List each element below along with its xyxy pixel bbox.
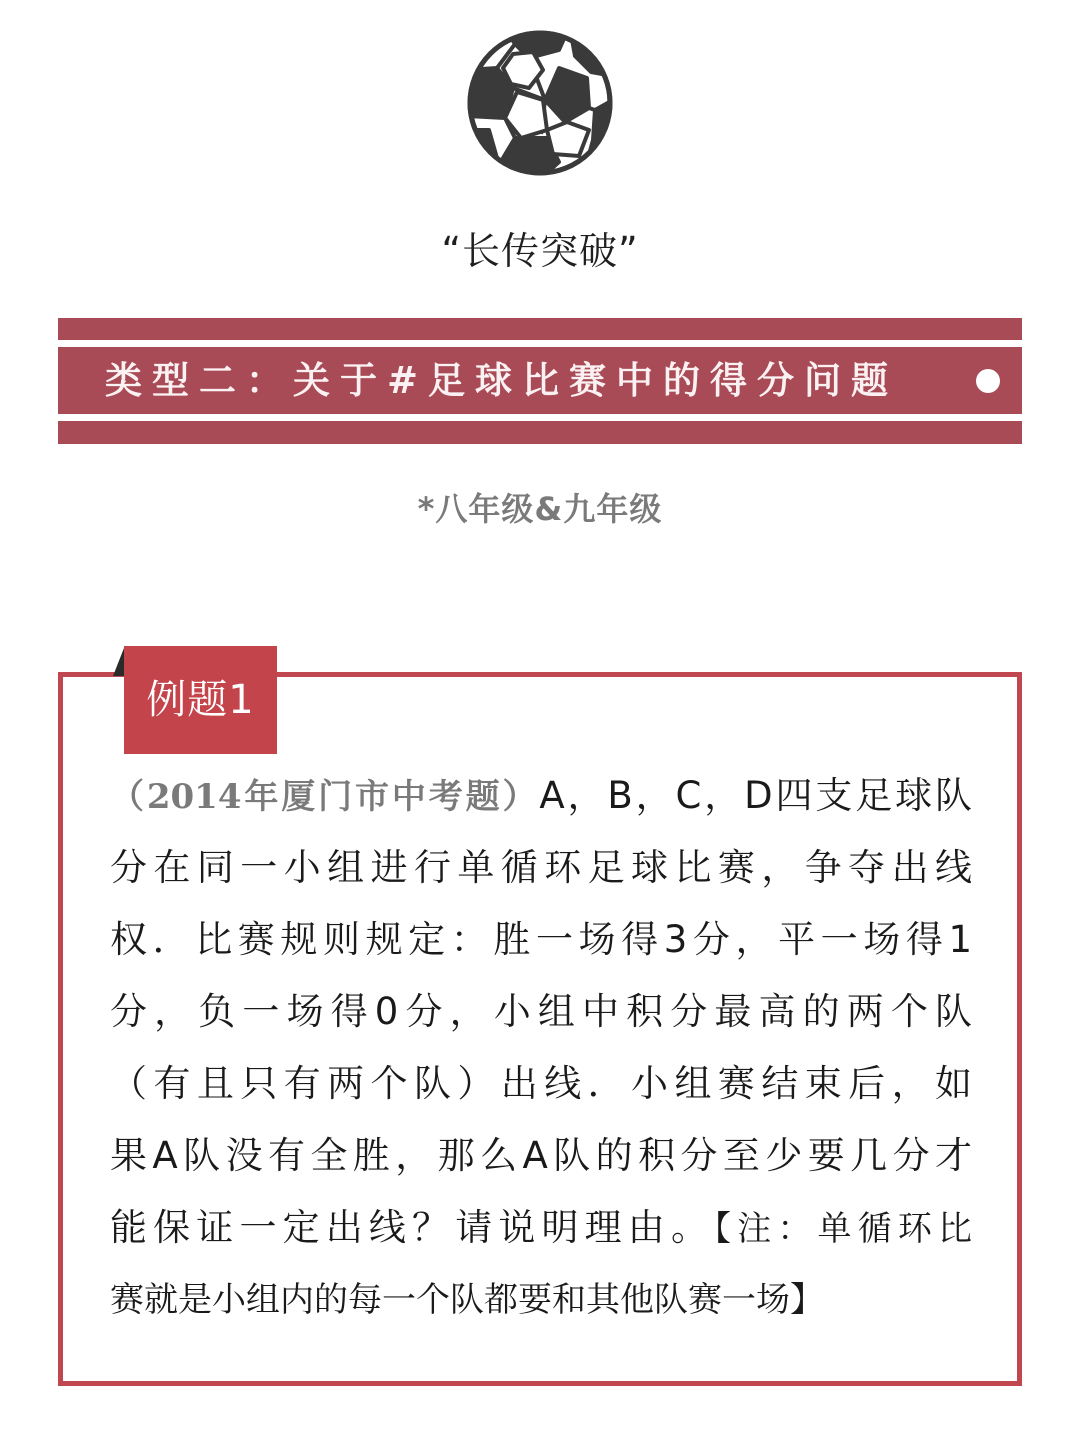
problem-text xyxy=(110,760,972,1336)
problem-line xyxy=(110,760,972,832)
problem-note: 【注：单循环比 xyxy=(714,1209,972,1249)
grade-label: *八年级&九年级 xyxy=(417,490,663,528)
problem-line: 分，负一场得0分，小组中积分最高的两个队 xyxy=(110,990,972,1033)
banner-top-stripe xyxy=(58,318,1022,340)
problem-line xyxy=(110,1192,972,1264)
problem-line: （有且只有两个队）出线．小组赛结束后，如 xyxy=(110,1062,972,1105)
problem-line: 权．比赛规则规定：胜一场得3分，平一场得1 xyxy=(110,918,972,961)
tag-fold-corner xyxy=(113,648,124,676)
banner-band xyxy=(58,347,1022,414)
problem-note-line: 赛就是小组内的每一个队都要和其他队赛一场】 xyxy=(110,1280,824,1320)
soccer-ball-icon xyxy=(467,30,613,176)
problem-line-text: 能保证一定出线？请说明理由。 xyxy=(110,1206,715,1249)
banner-bottom-stripe xyxy=(58,421,1022,444)
problem-line-text: A，B，C，D四支足球队 xyxy=(539,774,972,817)
type-banner xyxy=(58,318,1022,444)
problem-line: 分在同一小组进行单循环足球比赛，争夺出线 xyxy=(110,846,972,889)
dot-icon xyxy=(976,369,1000,393)
problem-line: 果A队没有全胜，那么A队的积分至少要几分才 xyxy=(110,1134,972,1177)
example-tag: 例题1 xyxy=(124,646,277,754)
problem-source: （2014年厦门市中考题） xyxy=(110,777,540,817)
banner-title: 类型二：关于#足球比赛中的得分问题 xyxy=(105,359,899,402)
section-quote-title: “长传突破” xyxy=(441,229,639,273)
